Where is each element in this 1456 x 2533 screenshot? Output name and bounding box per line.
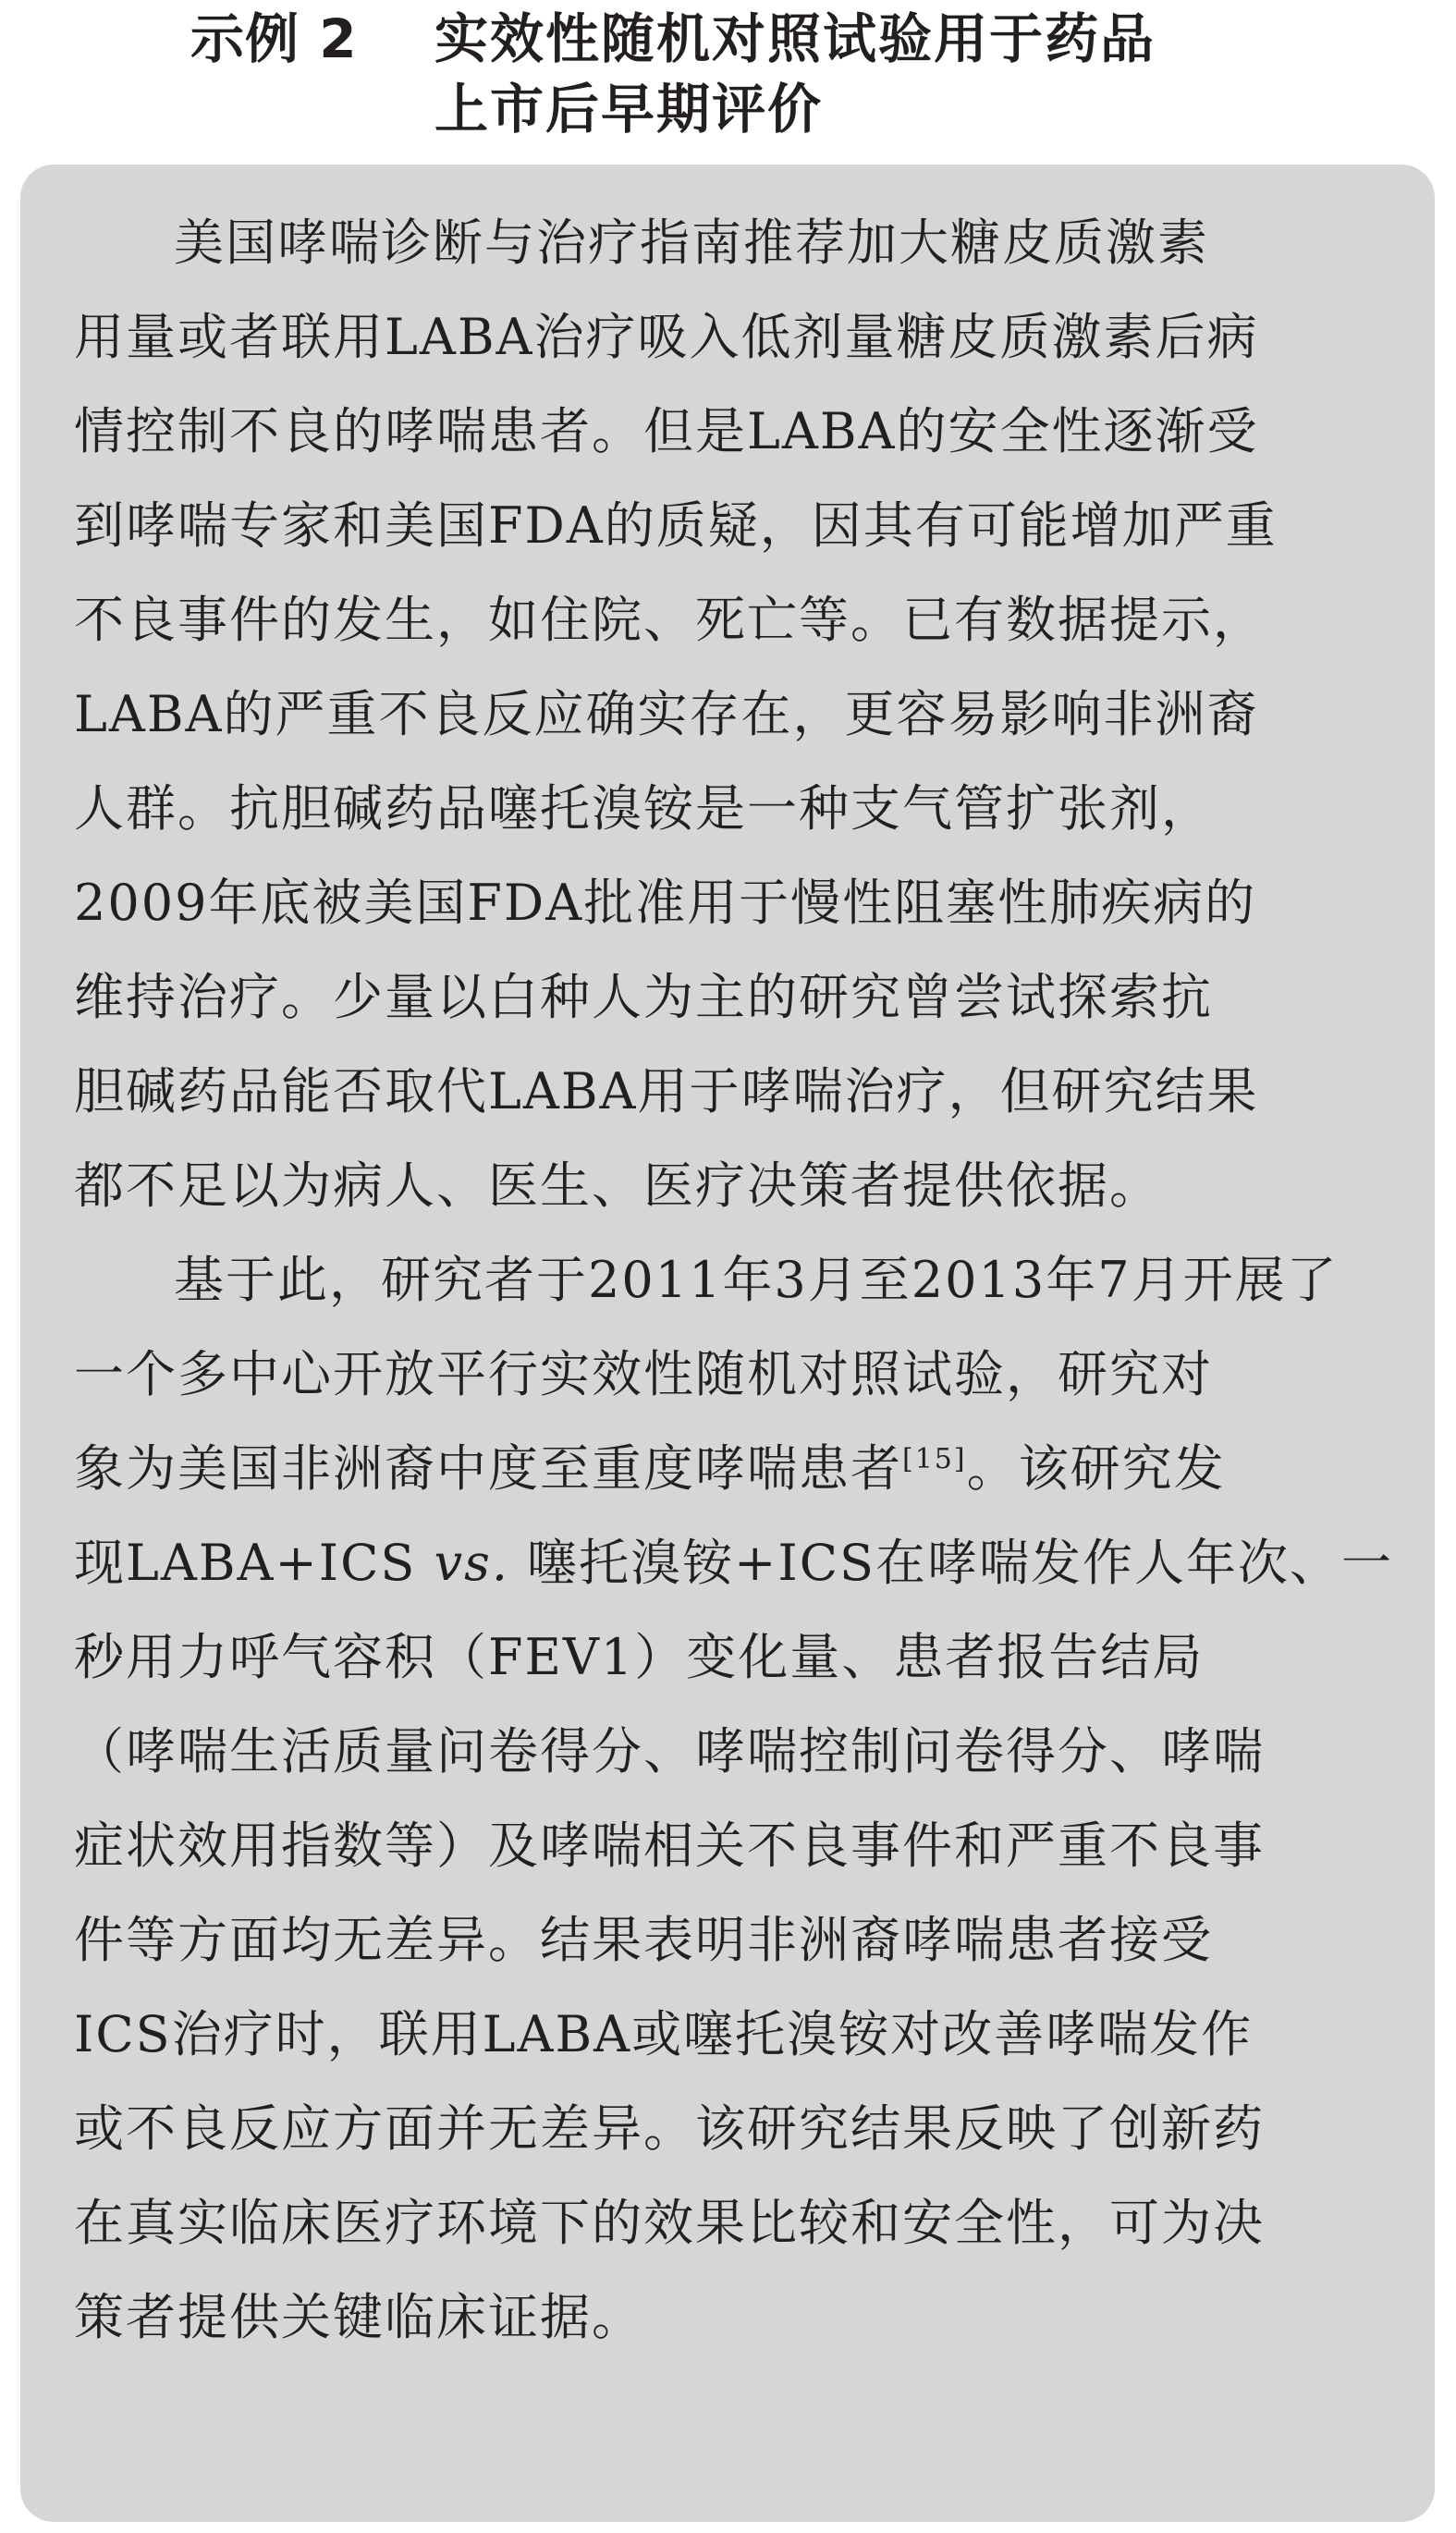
paragraph-2-line [74,1422,1377,1516]
paragraph-1-line: 情控制不良的哮喘患者。但是LABA的安全性逐渐受 [74,402,1259,460]
example-title-line-1: 实效性随机对照试验用于药品 [434,7,1156,70]
paragraph-1-line: LABA的严重不良反应确实存在，更容易影响非洲裔 [74,685,1259,743]
paragraph-1-line: 不良事件的发生，如住院、死亡等。已有数据提示， [74,591,1265,649]
paragraph-2-line: 症状效用指数等）及哮喘相关不良事件和严重不良事 [74,1817,1265,1875]
paragraph-1-line: 维持治疗。少量以白种人为主的研究曾尝试探索抗 [74,968,1213,1026]
paragraph-1-line: 用量或者联用LABA治疗吸入低剂量糖皮质激素后病 [74,308,1259,366]
example-content-box [20,165,1435,2522]
line-text: 象为美国非洲裔中度至重度哮喘患者 [74,1439,902,1498]
paragraph-2-line [74,1516,1394,1610]
example-heading [0,0,1456,157]
paragraph-2-line: 基于此，研究者于2011年3月至2013年7月开展了 [174,1251,1339,1309]
line-text: 。该研究发 [966,1439,1226,1498]
paragraph-2-line: 策者提供关键临床证据。 [74,2288,643,2346]
example-title-line-2: 上市后早期评价 [434,78,824,141]
paragraph-2-line: 秒用力呼气容积（FEV1）变化量、患者报告结局 [74,1628,1205,1686]
paragraph-2 [74,1233,1394,2365]
paragraph-2-line: 在真实临床医疗环境下的效果比较和安全性，可为决 [74,2194,1265,2252]
line-text: 现LABA+ICS [74,1534,434,1592]
paragraph-2-line: （哮喘生活质量问卷得分、哮喘控制问卷得分、哮喘 [74,1722,1265,1780]
paragraph-2-line: 或不良反应方面并无差异。该研究结果反映了创新药 [74,2099,1265,2158]
paragraph-1-line: 2009年底被美国FDA批准用于慢性阻塞性肺疾病的 [74,874,1257,932]
paragraph-1-line: 都不足以为病人、医生、医疗决策者提供依据。 [74,1156,1161,1215]
paragraph-1-line: 到哮喘专家和美国FDA的质疑，因其有可能增加严重 [74,496,1278,555]
citation-reference: [15] [902,1443,967,1475]
example-label: 示例 2 [190,7,358,70]
paragraph-1-line: 人群。抗胆碱药品噻托溴铵是一种支气管扩张剂， [74,779,1213,838]
line-text: 噻托溴铵+ICS在哮喘发作人年次、一 [508,1534,1394,1592]
paragraph-2-line: 件等方面均无差异。结果表明非洲裔哮喘患者接受 [74,1911,1213,1969]
example-title [434,4,1359,144]
paragraph-2-line: ICS治疗时，联用LABA或噻托溴铵对改善哮喘发作 [74,2005,1254,2063]
paragraph-2-line: 一个多中心开放平行实效性随机对照试验，研究对 [74,1345,1213,1403]
paragraph-1-line: 美国哮喘诊断与治疗指南推荐加大糖皮质激素 [174,214,1209,272]
paragraph-1 [74,196,1377,1233]
versus-abbreviation: vs. [434,1534,509,1592]
paragraph-1-line: 胆碱药品能否取代LABA用于哮喘治疗，但研究结果 [74,1062,1259,1120]
